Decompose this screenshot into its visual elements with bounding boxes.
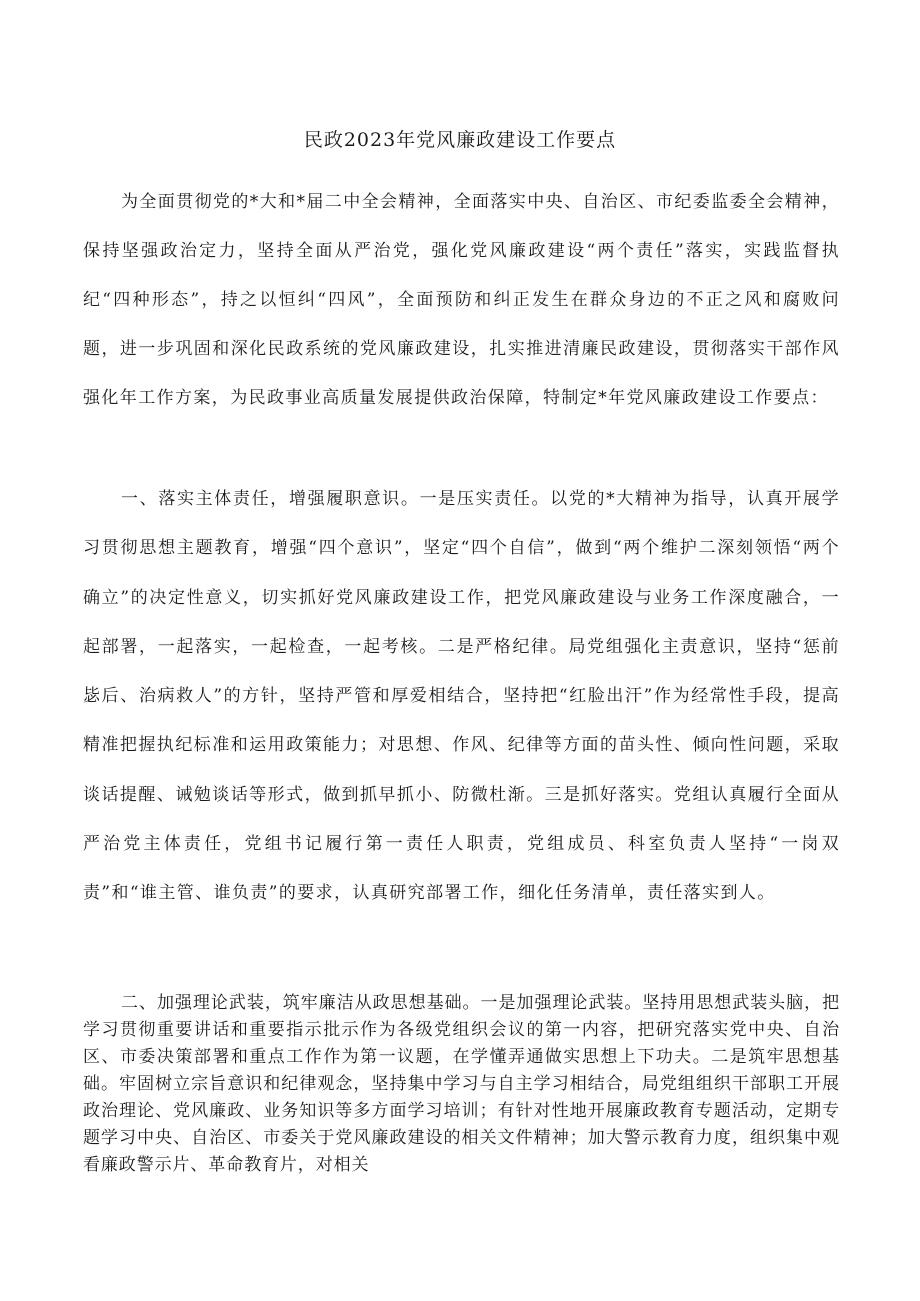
paragraph-section-one: 一、落实主体责任，增强履职意识。一是压实责任。以党的*大精神为指导，认真开展学习贯彻思想主题教育，增强“四个意识”，坚定“四个自信”，做到“两个维护二深刻领悟“两个确立”的决定性意义，切实抓好党风廉政建设工作，把党风廉政建设与业务工作深度融合，一起部署，一起落实，一起检查，一起考核。二是严格纪律。局党组强化主责意识，坚持“惩前毖后、治病救人”的方针，坚持严管和厚爱相结合，坚持把“红脸出汗”作为经常性手段，提高精准把握执纪标准和运用政策能力；对思想、作风、纪律等方面的苗头性、倾向性问题，采取谈话提醒、诫勉谈话等形式，做到抓早抓小、防微杜渐。三是抓好落实。党组认真履行全面从严治党主体责任，党组书记履行第一责任人职责，党组成员、科室负责人坚持“一岗双责”和“谁主管、谁负责”的要求，认真研究部署工作，细化任务清单，责任落实到人。: [83, 489, 840, 904]
paragraph-section-two: 二、加强理论武装，筑牢廉洁从政思想基础。一是加强理论武装。坚持用思想武装头脑，把学习贯彻重要讲话和重要指示批示作为各级党组织会议的第一内容，把研究落实党中央、自治区、市委决策部署和重点工作作为第一议题，在学懂弄通做实思想上下功夫。二是筑牢思想基础。牢固树立宗旨意识和纪律观念，坚持集中学习与自主学习相结合，局党组组织干部职工开展政治理论、党风廉政、业务知识等多方面学习培训；有针对性地开展廉政教育专题活动，定期专题学习中央、自治区、市委关于党风廉政建设的相关文件精神；加大警示教育力度，组织集中观看廉政警示片、革命教育片，对相关: [83, 993, 840, 1175]
paragraph-intro: 为全面贯彻党的*大和*届二中全会精神，全面落实中央、自治区、市纪委监委全会精神，保持坚强政治定力，坚持全面从严治党，强化党风廉政建设“两个责任”落实，实践监督执纪“四种形态”，持之以恒纠“四风”，全面预防和纠正发生在群众身边的不正之风和腐败问题，进一步巩固和深化民政系统的党风廉政建设，扎实推进清廉民政建设，贯彻落实干部作风强化年工作方案，为民政事业高质量发展提供政治保障，特制定*年党风廉政建设工作要点：: [83, 192, 840, 408]
document-title: 民政2023年党风廉政建设工作要点: [303, 129, 617, 151]
